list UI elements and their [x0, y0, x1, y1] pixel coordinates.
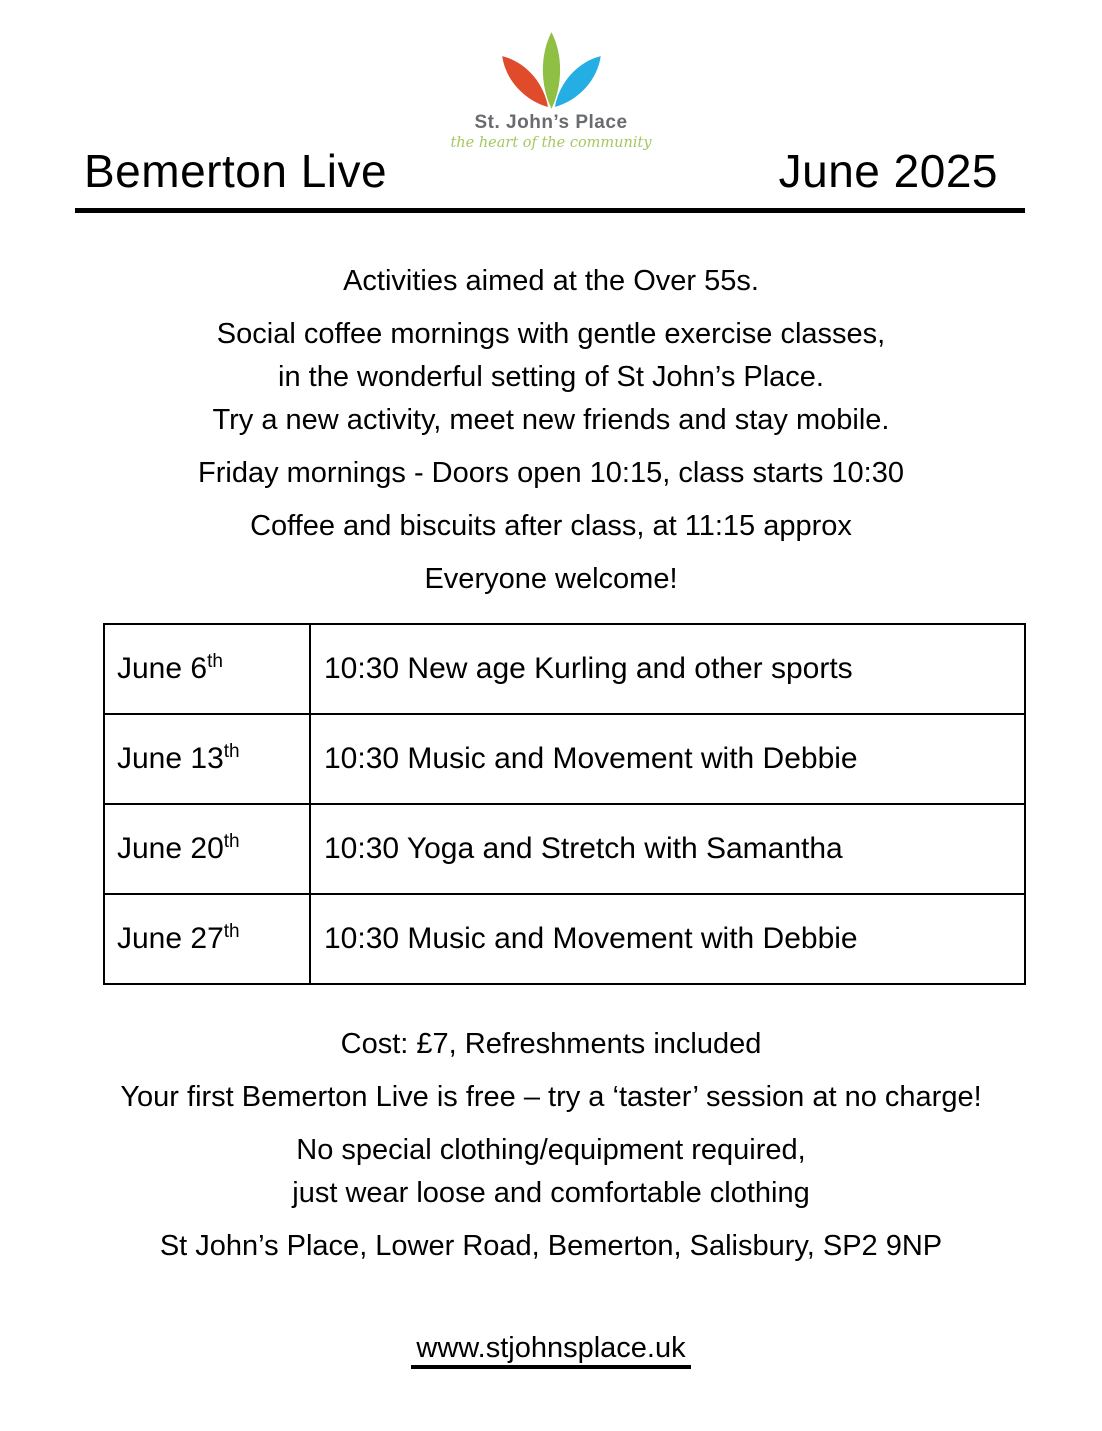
address-line	[0, 1225, 1102, 1268]
activity-cell: 10:30 Yoga and Stretch with Samantha	[310, 804, 1025, 894]
activity-cell: 10:30 Music and Movement with Debbie	[310, 714, 1025, 804]
logo-name: St. John’s Place	[474, 112, 628, 133]
date-ordinal: th	[223, 921, 240, 942]
activity-cell: 10:30 Music and Movement with Debbie	[310, 894, 1025, 984]
date-ordinal: th	[223, 831, 240, 852]
website-link[interactable]: www.stjohnsplace.uk	[411, 1332, 690, 1369]
schedule-row-june-13	[104, 714, 1025, 804]
logo-tagline: the heart of the community	[450, 135, 652, 151]
issue-date: June 2025	[778, 145, 998, 197]
description-paragraph	[0, 313, 1102, 442]
page-title: Bemerton Live	[84, 145, 388, 197]
date-cell	[104, 804, 310, 894]
date-cell	[104, 894, 310, 984]
description-line-2: in the wonderful setting of St John’s Place.	[278, 361, 824, 393]
date-text: June 27	[117, 922, 224, 955]
welcome-text: Everyone welcome!	[424, 563, 678, 595]
taster-line	[0, 1076, 1102, 1119]
schedule-row-june-20	[104, 804, 1025, 894]
date-cell	[104, 714, 310, 804]
clothing-line-2: just wear loose and comfortable clothing	[292, 1177, 810, 1209]
welcome-line	[0, 558, 1102, 601]
timing-text: Friday mornings - Doors open 10:15, class starts 10:30	[198, 457, 904, 489]
description-line-3: Try a new activity, meet new friends and stay mobile.	[212, 404, 890, 436]
audience-text: Activities aimed at the Over 55s.	[343, 265, 759, 297]
activity-cell: 10:30 New age Kurling and other sports	[310, 624, 1025, 714]
schedule-table	[103, 623, 1026, 985]
flower-logo-icon	[499, 26, 603, 110]
date-text: June 20	[117, 832, 224, 865]
date-ordinal: th	[207, 651, 223, 672]
logo	[450, 26, 651, 151]
date-ordinal: th	[223, 741, 240, 762]
cost-line	[0, 1023, 1102, 1066]
address-text: St John’s Place, Lower Road, Bemerton, Salisbury, SP2 9NP	[159, 1230, 943, 1262]
website-line	[0, 1327, 1102, 1370]
content	[0, 213, 1102, 1370]
audience-line	[0, 260, 1102, 303]
description-line-1: Social coffee mornings with gentle exercise classes,	[216, 318, 886, 350]
schedule-row-june-6	[104, 624, 1025, 714]
coffee-text: Coffee and biscuits after class, at 11:15 approx	[250, 510, 852, 542]
date-text: June 13	[117, 742, 224, 775]
header	[0, 0, 1102, 208]
taster-text: Your first Bemerton Live is free – try a ‘taster’ session at no charge!	[120, 1081, 982, 1113]
schedule-row-june-27	[104, 894, 1025, 984]
timing-line	[0, 452, 1102, 495]
coffee-line	[0, 505, 1102, 548]
cost-text: Cost: £7, Refreshments included	[340, 1028, 762, 1060]
clothing-paragraph	[0, 1129, 1102, 1215]
clothing-line-1: No special clothing/equipment required,	[296, 1134, 806, 1166]
date-cell	[104, 624, 310, 714]
date-text: June 6	[117, 652, 208, 685]
